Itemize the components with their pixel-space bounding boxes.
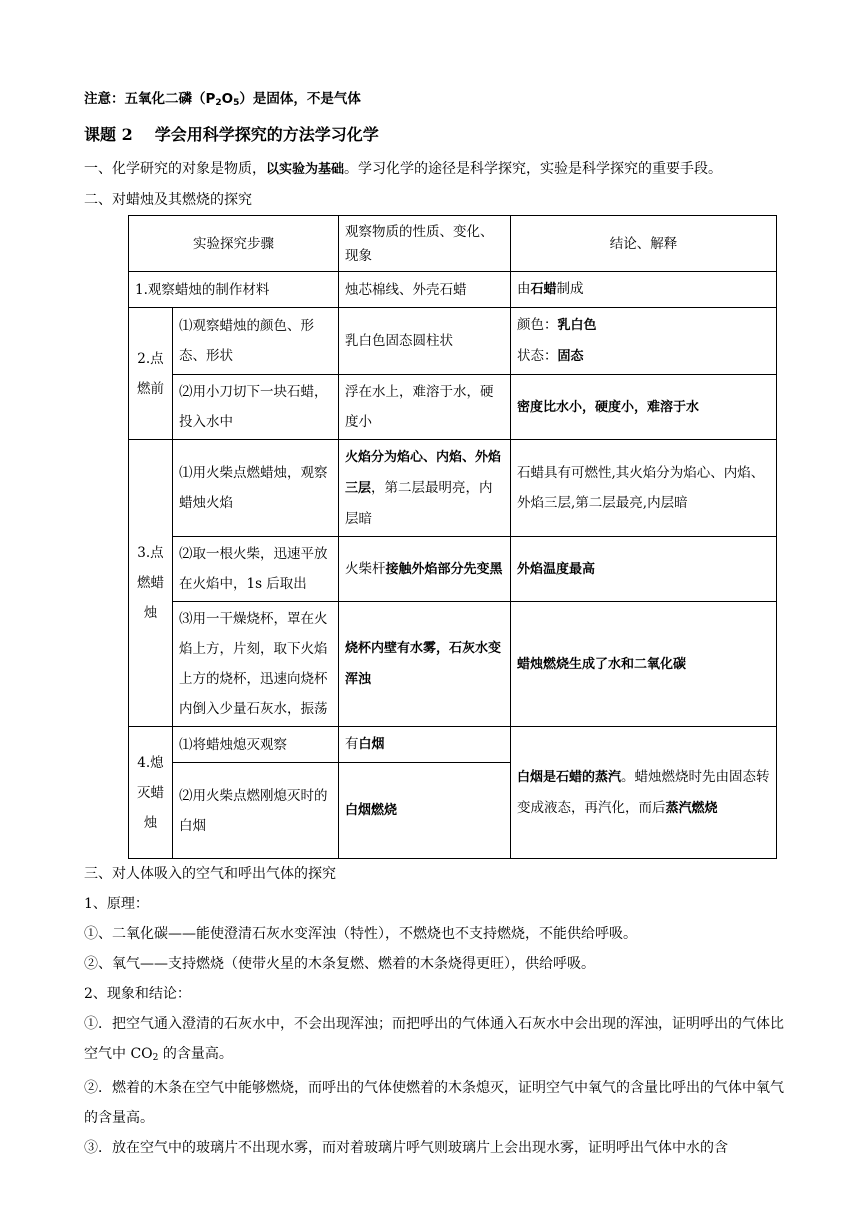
para-9: ②．燃着的木条在空气中能够燃烧，而呼出的气体使燃着的木条熄灭，证明空气中氧气的含量比呼出的气体中氧气的含量高。	[84, 1080, 784, 1126]
g3r3-observation	[339, 602, 511, 727]
g2r1-conclusion	[511, 308, 777, 375]
para-1-a: 一、化学研究的对象是物质，	[84, 161, 266, 177]
document-page	[84, 84, 784, 1163]
table-row	[129, 602, 777, 727]
row1-step: 1.观察蜡烛的制作材料	[129, 272, 339, 308]
g2r1-step: ⑴观察蜡烛的颜色、形态、形状	[173, 308, 339, 375]
para-1-bold: 以实验为基础	[266, 162, 345, 177]
para-6: ②、氧气——支持燃烧（使带火星的木条复燃、燃着的木条烧得更旺），供给呼吸。	[84, 956, 595, 972]
table-row	[129, 537, 777, 602]
table-header-row	[129, 216, 777, 272]
row1-conclusion	[511, 272, 777, 308]
para-2: 二、对蜡烛及其燃烧的探究	[84, 192, 252, 208]
table-row	[129, 308, 777, 375]
experiment-table	[128, 215, 777, 859]
group4-label: 4.熄灭蜡烛	[129, 727, 173, 859]
note-line	[84, 84, 784, 118]
g3r3-conclusion	[511, 602, 777, 727]
para-8	[84, 1009, 784, 1073]
table-row	[129, 727, 777, 763]
g4r1-obs-a: 有	[345, 736, 359, 752]
g4r2-observation	[339, 763, 511, 859]
g3r3-step: ⑶用一干燥烧杯，罩在火焰上方，片刻，取下火焰上方的烧杯，迅速向烧杯内倒入少量石灰水，振荡	[173, 602, 339, 727]
group4-conclusion	[511, 727, 777, 859]
g3r1-step: ⑴用火柴点燃蜡烛，观察蜡烛火焰	[173, 440, 339, 537]
g2r1-observation: 乳白色固态圆柱状	[339, 308, 511, 375]
g3r2-conclusion	[511, 537, 777, 602]
g3r2-con-bold: 外焰温度最高	[517, 561, 596, 577]
note-sub2: 5	[233, 98, 240, 108]
row1-con-a: 由	[517, 281, 531, 297]
table-row	[129, 375, 777, 440]
g2r2-con-bold: 密度比水小，硬度小，难溶于水	[517, 399, 700, 415]
para-8-sub: 2	[152, 1053, 159, 1063]
g4r2-obs-bold: 白烟燃烧	[345, 803, 398, 818]
group2-label: 2.点燃前	[129, 308, 173, 440]
para-1	[84, 154, 784, 185]
para-8-a: ①．把空气通入澄清的石灰水中，不会出现浑浊；而把呼出的气体通入石灰水中会出现的浑浊，证明呼出的气体比空气中 CO	[84, 1016, 784, 1062]
g3r3-obs-bold: 烧杯内壁有水雾，石灰水变浑浊	[345, 641, 502, 687]
g3r1-obs-bold: 火焰分为焰心、内焰、外焰三层	[345, 450, 502, 496]
note-suffix: ）是固体，不是气体	[239, 91, 361, 107]
g3r1-conclusion: 石蜡具有可燃性,其火焰分为焰心、内焰、外焰三层,第二层最亮,内层暗	[511, 440, 777, 537]
para-1-c: 。学习化学的途径是科学探究，实验是科学探究的重要手段。	[344, 161, 723, 177]
para-3: 三、对人体吸入的空气和呼出气体的探究	[84, 866, 336, 882]
note-mid: O	[221, 91, 234, 107]
g2r1-con1-a: 颜色：	[517, 317, 558, 333]
g2r2-step: ⑵用小刀切下一块石蜡，投入水中	[173, 375, 339, 440]
g3r2-observation	[339, 537, 511, 602]
para-7: 2、现象和结论：	[84, 986, 191, 1002]
g3r3-con-bold: 蜡烛燃烧生成了水和二氧化碳	[517, 656, 687, 672]
g2r2-observation: 浮在水上，难溶于水，硬度小	[339, 375, 511, 440]
group3-label: 3.点燃蜡烛	[129, 440, 173, 727]
row1-con-c: 制成	[556, 281, 584, 297]
section-text: 学会用科学探究的方法学习化学	[154, 125, 379, 144]
row1-con-bold: 石蜡	[530, 282, 557, 297]
row1-observation: 烛芯棉线、外壳石蜡	[339, 272, 511, 308]
note-prefix: 注意：五氧化二磷（P	[84, 91, 216, 107]
g3r2-obs-bold: 接触外焰部分先变黑	[385, 561, 503, 577]
header-observation: 观察物质的性质、变化、现象	[339, 216, 511, 272]
g2r1-con2-bold: 固态	[557, 349, 584, 364]
g2r1-con2-a: 状态：	[517, 348, 558, 364]
g2r1-con1-bold: 乳白色	[557, 318, 597, 333]
g2r2-conclusion	[511, 375, 777, 440]
header-step: 实验探究步骤	[129, 216, 339, 272]
g3r1-obs-c: ，第二层最明亮，内层暗	[345, 480, 493, 527]
g4-con-c1: 。蜡烛燃烧时先由固态转变成液态，再汽化，而后	[517, 768, 770, 816]
section-label: 课题 2	[84, 125, 133, 144]
note-sub1: 2	[215, 98, 222, 108]
g3r2-step: ⑵取一根火柴，迅速平放在火焰中，1s 后取出	[173, 537, 339, 602]
g4r1-step: ⑴将蜡烛熄灭观察	[173, 727, 339, 763]
g4r2-step: ⑵用火柴点燃刚熄灭时的白烟	[173, 763, 339, 859]
para-5: ①、二氧化碳——能使澄清石灰水变浑浊（特性），不燃烧也不支持燃烧，不能供给呼吸。	[84, 926, 637, 942]
g3r2-obs-a: 火柴杆	[345, 560, 386, 577]
g4-con-bold1: 白烟是石蜡的蒸汽	[517, 769, 622, 785]
header-conclusion: 结论、解释	[511, 216, 777, 272]
g4r1-observation	[339, 727, 511, 763]
para-4: 1、原理：	[84, 896, 149, 912]
table-row	[129, 440, 777, 537]
section-title	[84, 120, 784, 150]
para-10: ③．放在空气中的玻璃片不出现水雾，而对着玻璃片呼气则玻璃片上会出现水雾，证明呼出气体中水的含	[84, 1140, 728, 1156]
g4r1-obs-bold: 白烟	[358, 737, 385, 752]
table-row	[129, 272, 777, 308]
para-8-c: 的含量高。	[158, 1046, 233, 1062]
g3r1-observation	[339, 440, 511, 537]
g4-con-bold2: 蒸汽燃烧	[665, 800, 718, 816]
